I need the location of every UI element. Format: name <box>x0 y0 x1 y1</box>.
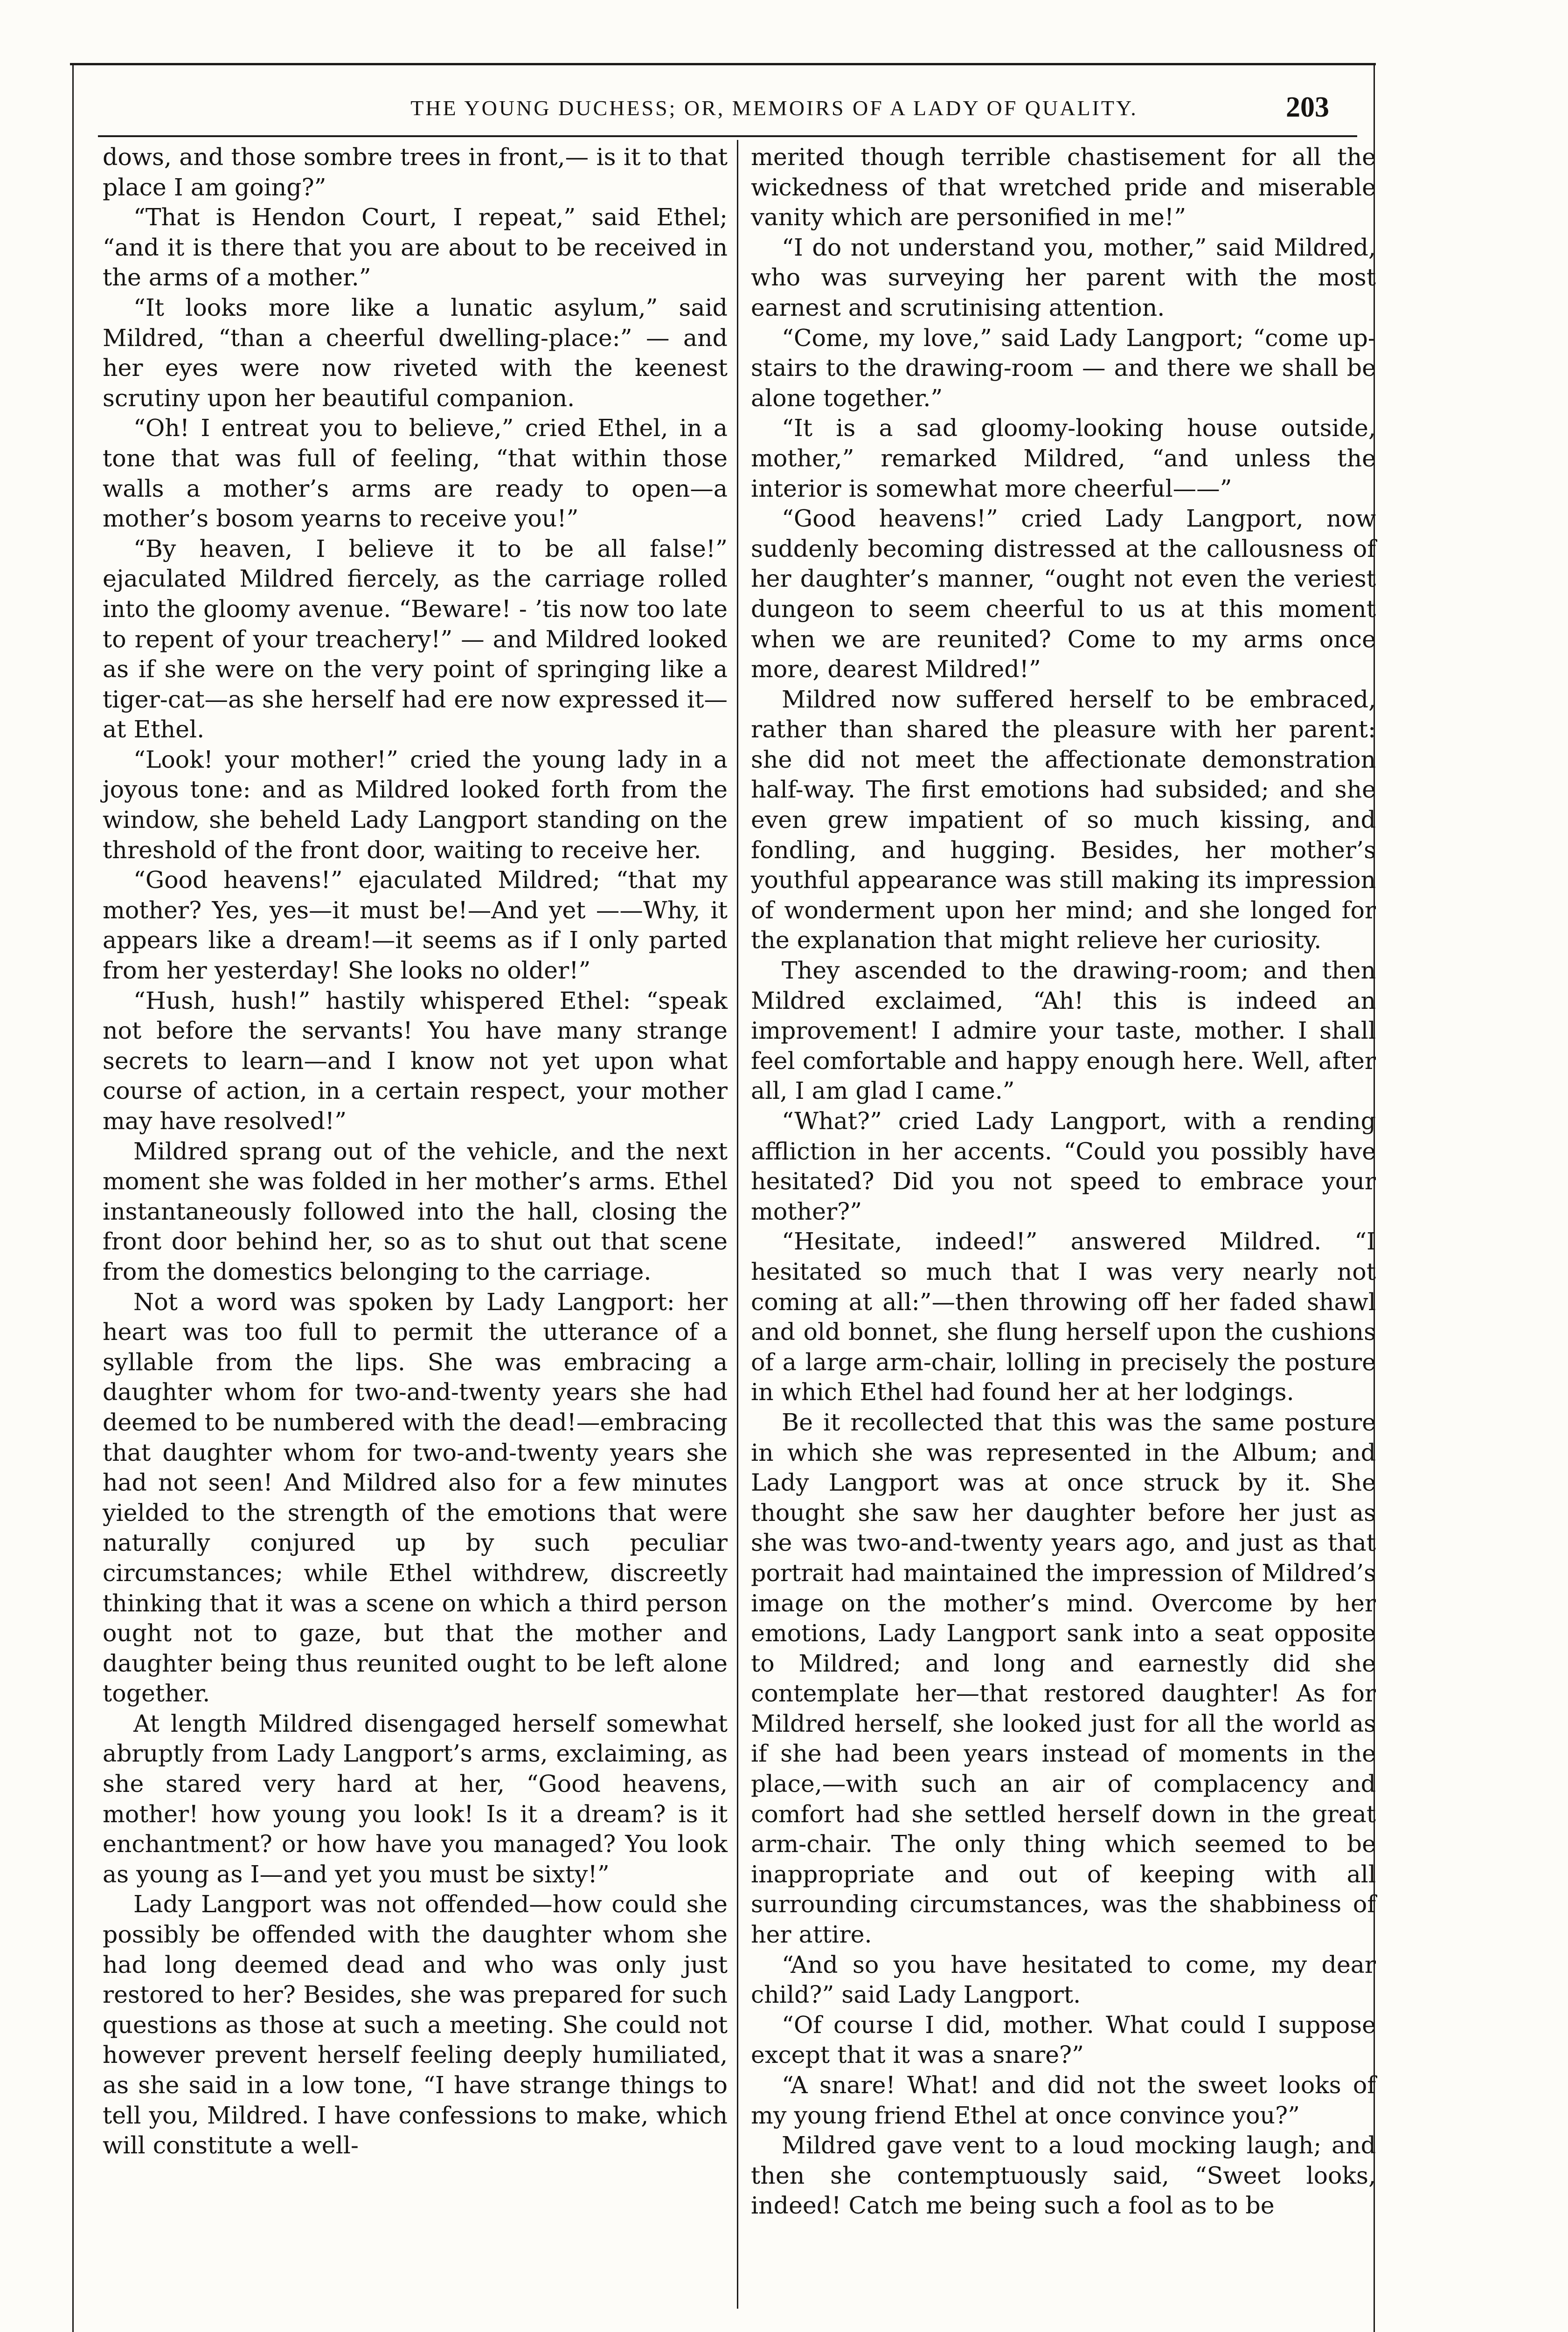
paragraph: “Come, my love,” said Lady Langport; “come up-stairs to the drawing-room — and there we shall be alone together.” <box>751 324 1376 412</box>
paragraph: “What?” cried Lady Langport, with a rending affliction in her accents. “Could you possibly have hesitated? Did you not speed to embrace your mother?” <box>751 1107 1376 1225</box>
paragraph: “By heaven, I believe it to be all false!” ejaculated Mildred fiercely, as the carriage rolled into the gloomy avenue. “Beware! - ’tis now too late to repent of your treachery!” — and Mildred looked as if she were on the very point of springing like a tiger-cat—as she herself had ere now expressed it—at Ethel. <box>103 534 728 743</box>
paragraph: “I do not understand you, mother,” said Mildred, who was surveying her parent with the most earnest and scrutinising attention. <box>751 233 1376 321</box>
paragraph: Not a word was spoken by Lady Langport: her heart was too full to permit the utterance of a syllable from the lips. She was embracing a daughter whom for two-and-twenty years she had deemed to be numbered with the dead!—embracing that daughter whom for two-and-twenty years she had not seen! And Mildred also for a few minutes yielded to the strength of the emotions that were naturally conjured up by such peculiar circumstances; while Ethel withdrew, discreetly thinking that it was a scene on which a third person ought not to gaze, but that the mother and daughter being thus reunited ought to be left alone together. <box>103 1288 728 1707</box>
paragraph: “Good heavens!” cried Lady Langport, now suddenly becoming distressed at the callousness of her daughter’s manner, “ought not even the veriest dungeon to seem cheerful to us at this moment when we are reunited? Come to my arms once more, dearest Mildred!” <box>751 505 1376 683</box>
page-header <box>98 91 1357 133</box>
paragraph: Mildred sprang out of the vehicle, and the next moment she was folded in her mother’s arms. Ethel instantaneously followed into the hall, closing the front door behind her, so as to shut out that scene from the domestics belonging to the carriage. <box>103 1137 728 1285</box>
paragraph: Lady Langport was not offended—how could she possibly be offended with the daughter whom she had long deemed dead and who was only just restored to her? Besides, she was prepared for such questions as those at such a meeting. She could not however prevent herself feeling deeply humiliated, as she said in a low tone, “I have strange things to tell you, Mildred. I have confessions to make, which will constitute a well- <box>103 1890 728 2159</box>
paragraph: “Hush, hush!” hastily whispered Ethel: “speak not before the servants! You have many strange secrets to learn—and I know not yet upon what course of action, in a certain respect, your mother may have resolved!” <box>103 986 728 1135</box>
paragraph: “Oh! I entreat you to believe,” cried Ethel, in a tone that was full of feeling, “that within those walls a mother’s arms are ready to open—a mother’s bosom yearns to receive you!” <box>103 414 728 533</box>
paragraph: They ascended to the drawing-room; and then Mildred exclaimed, “Ah! this is indeed an improvement! I admire your taste, mother. I shall feel comfortable and happy enough here. Well, after all, I am glad I came.” <box>751 957 1376 1105</box>
paragraph: At length Mildred disengaged herself somewhat abruptly from Lady Langport’s arms, exclaiming, as she stared very hard at her, “Good heavens, mother! how young you look! Is it a dream? is it enchantment? or how have you managed? You look as young as I—and yet you must be sixty!” <box>103 1709 728 1888</box>
paragraph: Mildred gave vent to a loud mocking laugh; and then she contemptuously said, “Sweet looks, indeed! Catch me being such a fool as to be <box>751 2131 1376 2220</box>
paragraph: “It looks more like a lunatic asylum,” said Mildred, “than a cheerful dwelling-place:” — and her eyes were now riveted with the keenest scrutiny upon her beautiful companion. <box>103 293 728 412</box>
paragraph: Mildred now suffered herself to be embraced, rather than shared the pleasure with her parent: she did not meet the affectionate demonstration half-way. The first emotions had subsided; and she even grew impatient of so much kissing, and fondling, and hugging. Besides, her mother’s youthful appearance was still making its impression of wonderment upon her mind; and she longed for the explanation that might relieve her curiosity. <box>751 685 1376 954</box>
right-column <box>751 142 1376 2221</box>
paragraph: “Look! your mother!” cried the young lady in a joyous tone: and as Mildred looked forth from the window, she beheld Lady Langport standing on the threshold of the front door, waiting to receive her. <box>103 745 728 864</box>
paragraph: “And so you have hesitated to come, my dear child?” said Lady Langport. <box>751 1950 1376 2009</box>
running-head: THE YOUNG DUCHESS; OR, MEMOIRS OF A LADY OF QUALITY. <box>410 96 1138 120</box>
paragraph: “It is a sad gloomy-looking house outside, mother,” remarked Mildred, “and unless the interior is somewhat more cheerful——” <box>751 414 1376 502</box>
paragraph: “Hesitate, indeed!” answered Mildred. “I hesitated so much that I was very nearly not coming at all:”—then throwing off her faded shawl and old bonnet, she flung herself upon the cushions of a large arm-chair, lolling in precisely the posture in which Ethel had found her at her lodgings. <box>751 1228 1376 1406</box>
left-border-rule <box>72 65 74 2332</box>
column-divider <box>737 140 738 2309</box>
top-border-rule <box>70 63 1376 65</box>
paragraph: “A snare! What! and did not the sweet looks of my young friend Ethel at once convince you?” <box>751 2071 1376 2129</box>
paragraph: “Of course I did, mother. What could I suppose except that it was a snare?” <box>751 2011 1376 2069</box>
paragraph: merited though terrible chastisement for all the wickedness of that wretched pride and miserable vanity which are personified in me!” <box>751 143 1376 231</box>
paragraph: “That is Hendon Court, I repeat,” said Ethel; “and it is there that you are about to be received in the arms of a mother.” <box>103 203 728 292</box>
page-number: 203 <box>1286 91 1329 123</box>
header-rule <box>98 135 1357 137</box>
paragraph: dows, and those sombre trees in front,— is it to that place I am going?” <box>103 143 728 201</box>
paragraph: Be it recollected that this was the same posture in which she was represented in the Album; and Lady Langport was at once struck by it. She thought she saw her daughter before her just as she was two-and-twenty years ago, and just as that portrait had maintained the impression of Mildred’s image on the mother’s mind. Overcome by her emotions, Lady Langport sank into a seat opposite to Mildred; and long and earnestly did she contemplate her—that restored daughter! As for Mildred herself, she looked just for all the world as if she had been years instead of moments in the place,—with such an air of complacency and comfort had she settled herself down in the great arm-chair. The only thing which seemed to be inappropriate and out of keeping with all surrounding circumstances, was the shabbiness of her attire. <box>751 1408 1376 1949</box>
paragraph: “Good heavens!” ejaculated Mildred; “that my mother? Yes, yes—it must be!—And yet ——Why, it appears like a dream!—it seems as if I only parted from her yesterday! She looks no older!” <box>103 866 728 985</box>
left-column <box>103 142 728 2161</box>
